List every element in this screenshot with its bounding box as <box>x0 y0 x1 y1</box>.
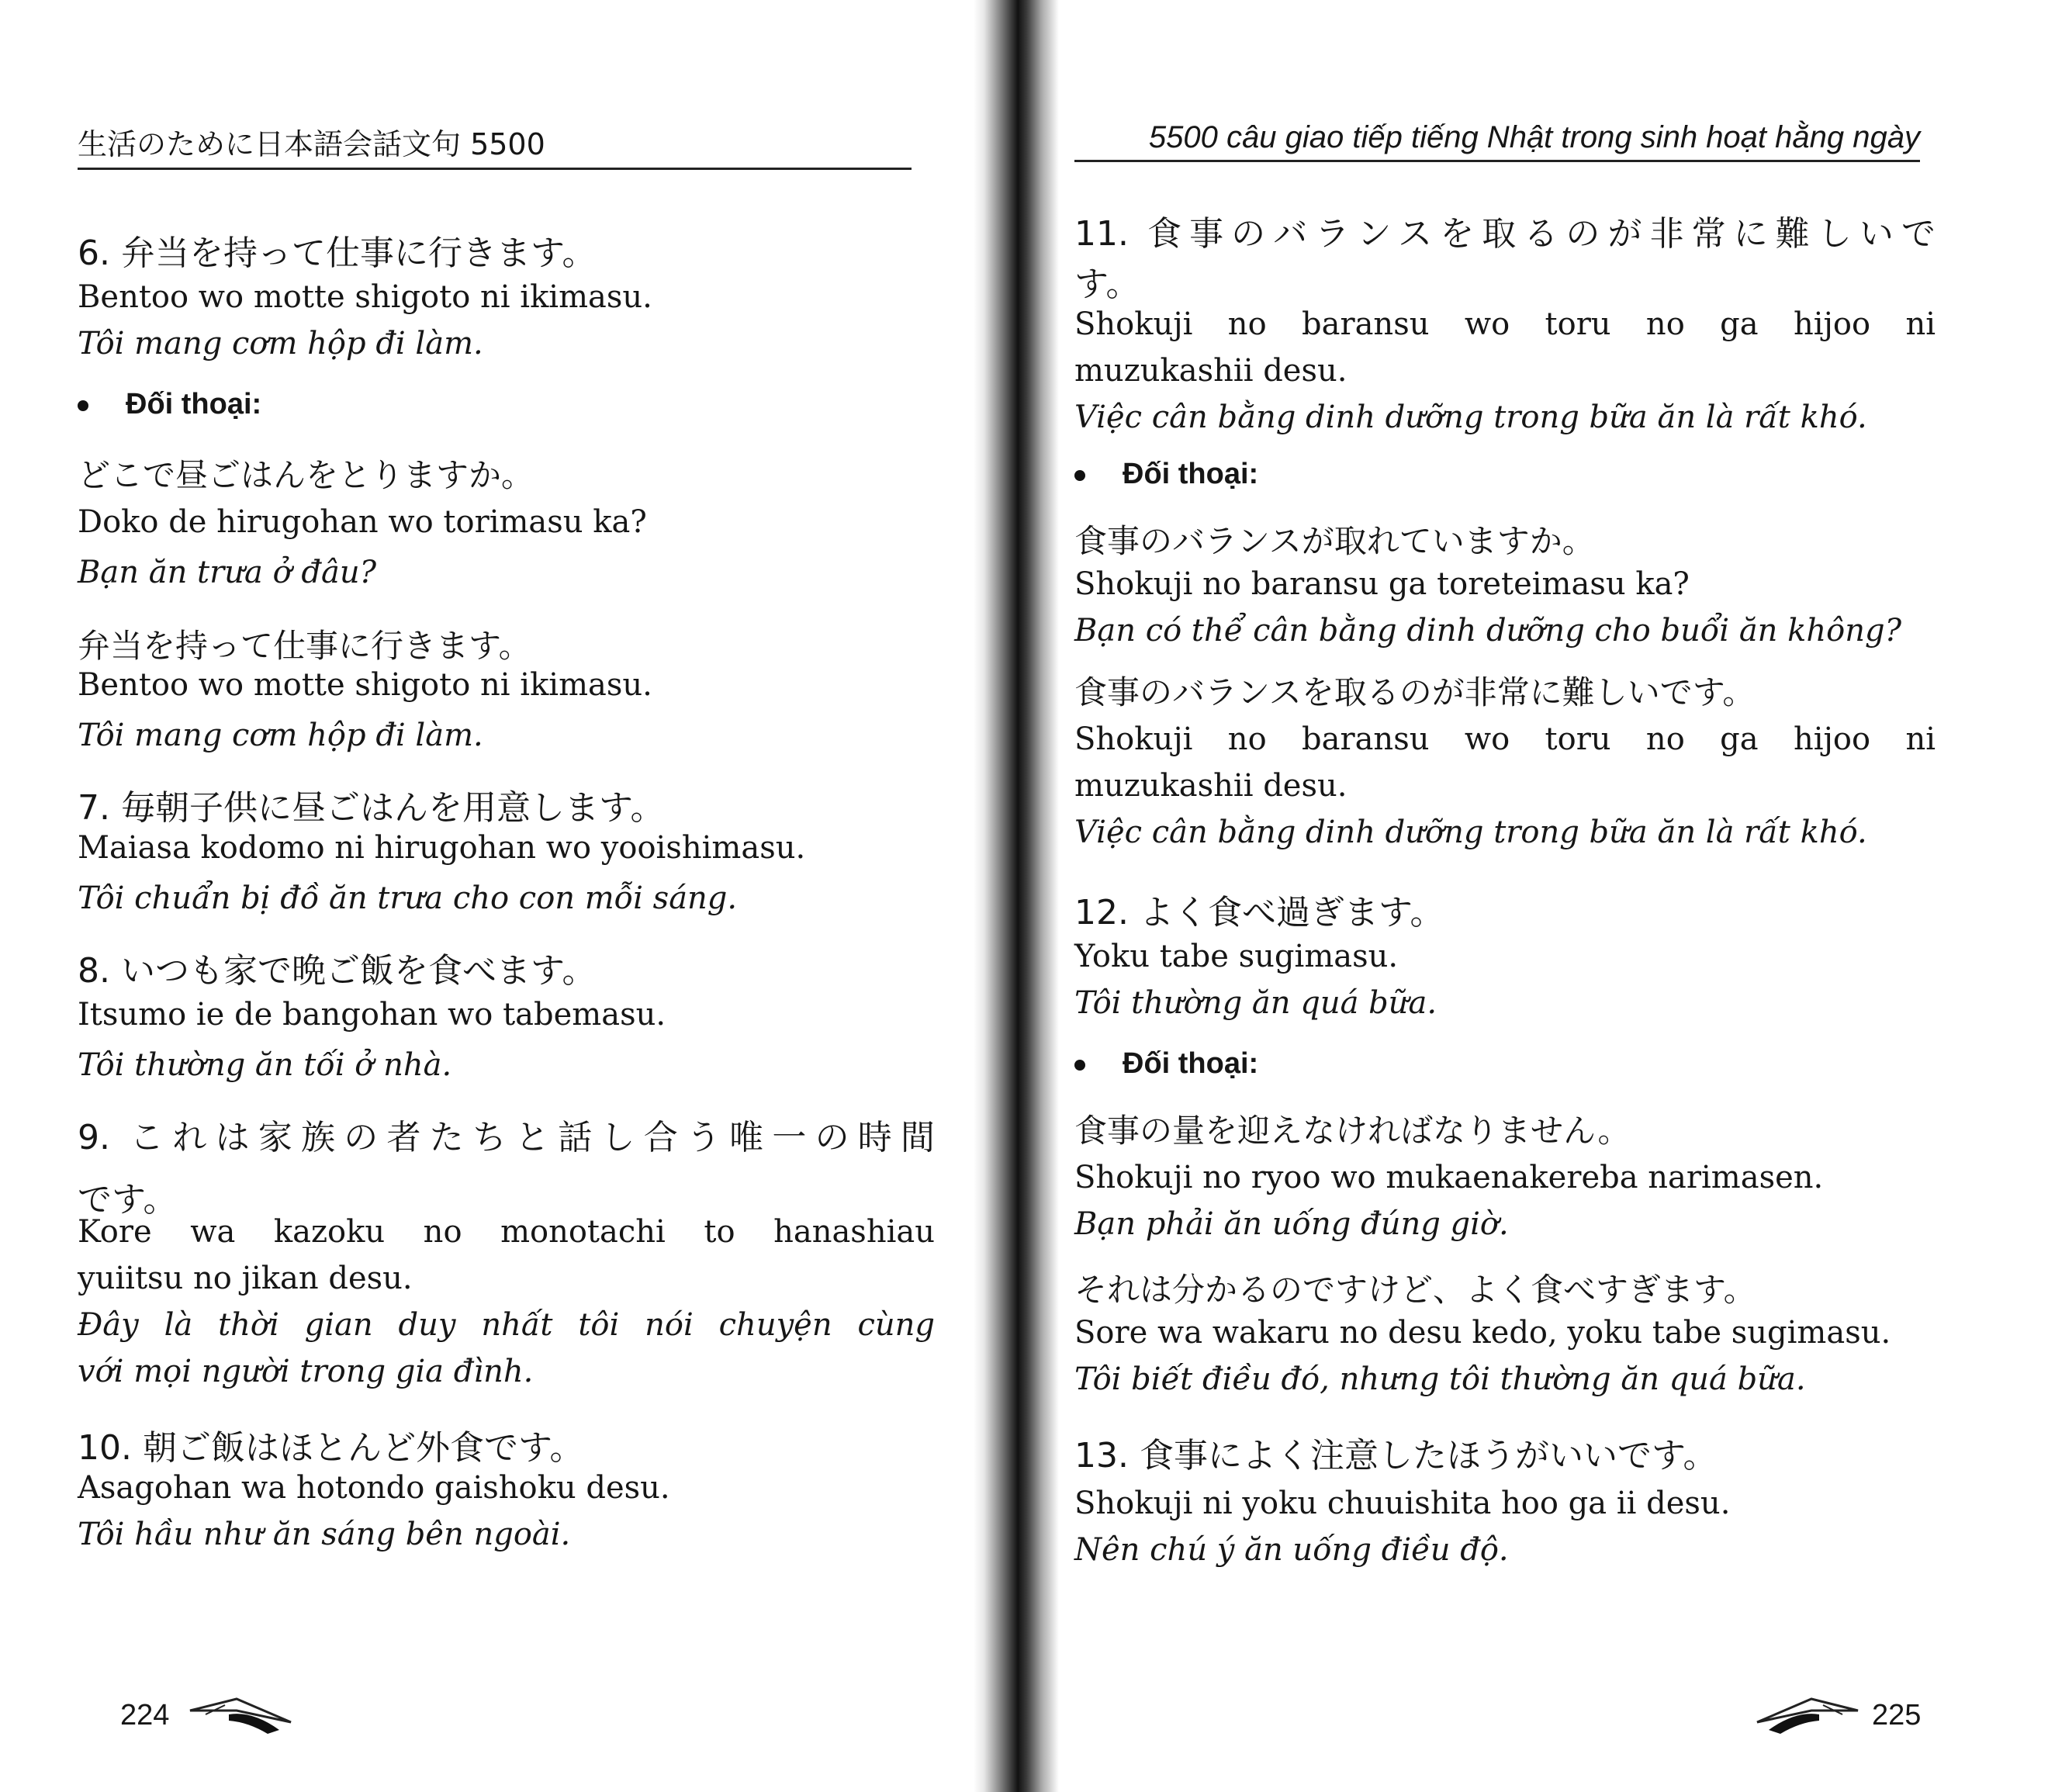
line-text: Bentoo wo motte shigoto ni ikimasu. <box>78 667 652 703</box>
line-text: 食事のバランスを取るのが非常に難しいです。 <box>1074 673 1756 711</box>
text-line <box>78 1470 670 1506</box>
line-text: Shokuji no baransu wo toru no ga hijoo ni <box>1074 306 1936 342</box>
right-page <box>1036 0 2048 1792</box>
text-line <box>1074 1532 1509 1568</box>
line-text: Maiasa kodomo ni hirugohan wo yooishimasu. <box>78 830 806 866</box>
line-text: Shokuji ni yoku chuuishita hoo ga ii desu. <box>1074 1486 1731 1521</box>
text-line <box>1074 256 1140 306</box>
line-text: 10. 朝ご飯はほとんど外食です。 <box>78 1428 584 1468</box>
line-text: Nên chú ý ăn uống điều độ. <box>1074 1532 1509 1568</box>
line-text: Tôi biết điều đó, nhưng tôi thường ăn quá bữa. <box>1074 1361 1806 1397</box>
line-text: 8. いつも家で晩ご飯を食べます。 <box>78 951 597 991</box>
line-text: Asagohan wa hotondo gaishoku desu. <box>78 1470 670 1506</box>
line-text: Tôi chuẩn bị đồ ăn trưa cho con mỗi sáng. <box>78 880 738 916</box>
text-line <box>78 1214 935 1250</box>
text-line <box>78 997 666 1033</box>
text-line <box>78 450 534 496</box>
text-line <box>1074 1486 1730 1521</box>
line-text: yuiitsu no jikan desu. <box>78 1261 413 1296</box>
page-number: 224 <box>120 1699 170 1731</box>
line-text: 11. 食事のバランスを取るのが非常に難しいで <box>1074 214 1936 254</box>
line-text: Bạn ăn trưa ở đâu? <box>78 555 377 590</box>
text-line <box>1074 768 1347 804</box>
text-line <box>1074 815 1867 850</box>
text-line <box>1074 1160 1823 1195</box>
text-line <box>78 1517 570 1552</box>
line-text: muzukashii desu. <box>1074 353 1347 389</box>
line-text: Đây là thời gian duy nhất tôi nói chuyện cùng <box>78 1307 935 1343</box>
text-line <box>78 943 596 992</box>
left-page <box>0 0 985 1792</box>
text-line <box>78 621 531 667</box>
text-line <box>1074 613 1901 649</box>
line-text: Bentoo wo motte shigoto ni ikimasu. <box>78 279 652 315</box>
text-line <box>1074 566 1690 602</box>
dialogue-heading <box>1074 1047 1258 1081</box>
page-number: 225 <box>1872 1699 1922 1731</box>
text-line <box>78 1109 935 1159</box>
line-text: Doko de hirugohan wo torimasu ka? <box>78 504 647 540</box>
bullet-icon <box>78 400 88 411</box>
line-text: Đối thoại: <box>1123 458 1259 490</box>
dialogue-heading <box>78 388 261 421</box>
text-line <box>78 1307 935 1343</box>
line-text: Đối thoại: <box>1123 1047 1259 1080</box>
line-text: 9. これは家族の者たちと話し合う唯一の時間 <box>78 1118 935 1157</box>
text-line <box>1074 1206 1509 1242</box>
text-line <box>78 718 483 753</box>
line-text: す。 <box>1074 265 1140 304</box>
text-line <box>78 880 737 916</box>
line-text: Shokuji no ryoo wo mukaenakereba narimasen. <box>1074 1160 1824 1195</box>
text-line <box>1074 1105 1631 1152</box>
line-text: 弁当を持って仕事に行きます。 <box>78 627 531 665</box>
text-line <box>78 1047 451 1083</box>
bullet-icon <box>1074 1060 1085 1071</box>
line-text: Bạn có thể cân bằng dinh dưỡng cho buổi ăn không? <box>1074 613 1902 649</box>
line-text: どこで昼ごはんをとりますか。 <box>78 456 534 494</box>
line-text: 13. 食事によく注意したほうがいいです。 <box>1074 1436 1718 1475</box>
text-line <box>78 830 805 866</box>
text-line <box>78 279 652 315</box>
line-text: Tôi hầu như ăn sáng bên ngoài. <box>78 1517 571 1552</box>
line-text: Itsumo ie de bangohan wo tabemasu. <box>78 997 666 1033</box>
text-line <box>1074 206 1936 255</box>
text-line <box>1074 1427 1717 1477</box>
text-line <box>1074 985 1437 1021</box>
bullet-icon <box>1074 470 1085 481</box>
text-line <box>78 1261 413 1296</box>
text-line <box>1074 1361 1806 1397</box>
line-text: Việc cân bằng dinh dưỡng trong bữa ăn là rất khó. <box>1074 400 1867 435</box>
text-line <box>78 225 596 275</box>
text-line <box>1074 721 1936 757</box>
line-text: Tôi mang cơm hộp đi làm. <box>78 326 483 362</box>
text-line <box>1074 667 1755 714</box>
text-line <box>1074 939 1398 974</box>
text-line <box>78 780 664 829</box>
dialogue-heading <box>1074 458 1258 491</box>
line-text: 食事の量を迎えなければなりません。 <box>1074 1112 1631 1150</box>
text-line <box>1074 400 1867 435</box>
text-line <box>78 667 652 703</box>
text-line <box>78 1354 533 1389</box>
line-text: Shokuji no baransu ga toreteimasu ka? <box>1074 566 1690 602</box>
page-header: 生活のために日本語会話文句 5500 <box>78 120 912 170</box>
text-line <box>1074 884 1444 934</box>
line-text: 12. よく食べ過ぎます。 <box>1074 893 1444 932</box>
text-line <box>78 555 376 590</box>
line-text: Tôi thường ăn quá bữa. <box>1074 985 1437 1021</box>
line-text: Sore wa wakaru no desu kedo, yoku tabe sugimasu. <box>1074 1315 1891 1351</box>
line-text: Bạn phải ăn uống đúng giờ. <box>1074 1206 1509 1242</box>
text-line <box>1074 353 1347 389</box>
line-text: với mọi người trong gia đình. <box>78 1354 534 1389</box>
bird-ornament-icon <box>182 1683 306 1745</box>
line-text: です。 <box>78 1180 178 1219</box>
text-line <box>78 504 647 540</box>
line-text: Kore wa kazoku no monotachi to hanashiau <box>78 1214 935 1250</box>
text-line <box>1074 1315 1891 1351</box>
line-text: それは分かるのですけど、よく食べすぎます。 <box>1074 1271 1756 1309</box>
text-line <box>78 1420 583 1469</box>
line-text: Tôi thường ăn tối ở nhà. <box>78 1047 452 1083</box>
line-text: 食事のバランスが取れていますか。 <box>1074 522 1595 560</box>
text-line <box>1074 1264 1756 1311</box>
text-line <box>1074 516 1595 562</box>
bird-ornament-icon <box>1742 1683 1866 1745</box>
line-text: Việc cân bằng dinh dưỡng trong bữa ăn là rất khó. <box>1074 815 1867 850</box>
line-text: 6. 弁当を持って仕事に行きます。 <box>78 234 597 273</box>
page-header: 5500 câu giao tiếp tiếng Nhật trong sinh hoạt hằng ngày <box>1074 120 1920 162</box>
line-text: muzukashii desu. <box>1074 768 1347 804</box>
line-text: 7. 毎朝子供に昼ごはんを用意します。 <box>78 788 665 828</box>
line-text: Tôi mang cơm hộp đi làm. <box>78 718 483 753</box>
line-text: Đối thoại: <box>126 388 262 420</box>
text-line <box>78 326 483 362</box>
line-text: Yoku tabe sugimasu. <box>1074 939 1399 974</box>
text-line <box>1074 306 1936 342</box>
line-text: Shokuji no baransu wo toru no ga hijoo ni <box>1074 721 1936 757</box>
